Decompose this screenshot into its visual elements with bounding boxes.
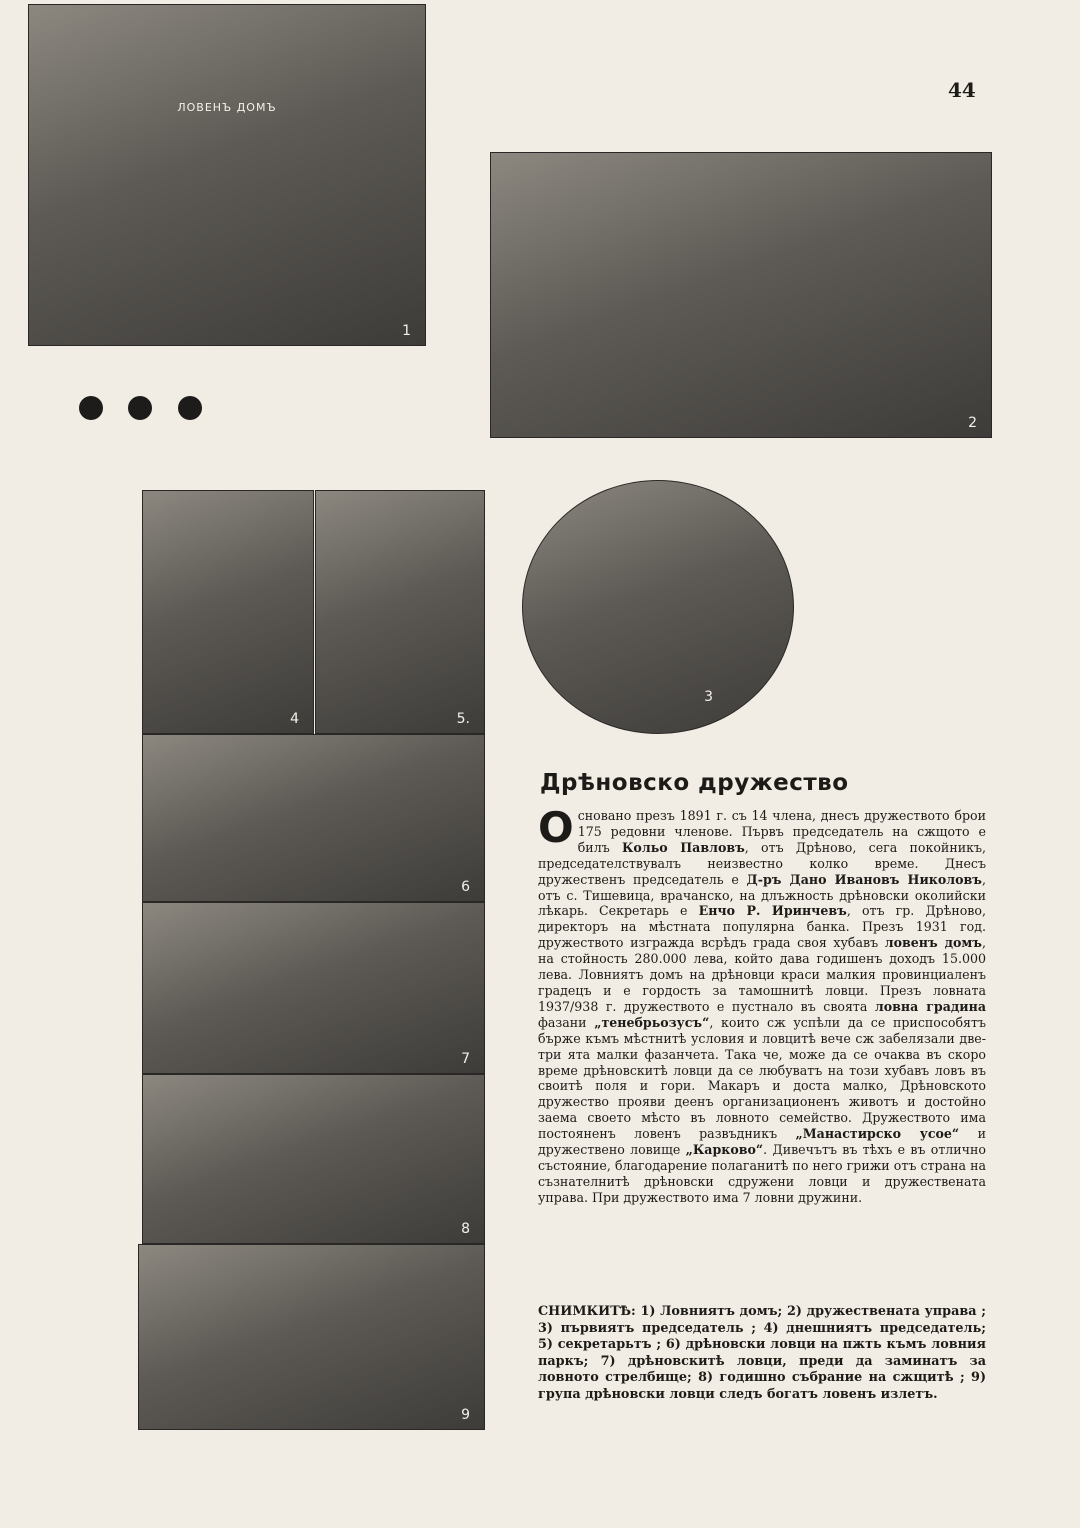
photo-5-secretary [315,490,485,734]
photo-2-society-board [490,152,992,438]
page-number: 44 [948,78,976,102]
photo-captions: СНИМКИТѢ: 1) Ловниятъ домъ; 2) дружествената управа ; 3) първиятъ председатель ; 4) днешниятъ председатель; 5) секретарьтъ ; 6) дрѣновски ловци на пжть къмъ ловния паркъ; 7) дрѣновскитѣ ловци, преди да заминатъ за ловното стрелбище; 8) годишно събрание на сжщитѣ ; 9) група дрѣновски ловци следъ богатъ ловенъ излетъ. [538,1304,986,1402]
photo-number: 7 [461,1051,470,1067]
photo-number: 9 [461,1407,470,1423]
photo-number: 4 [290,711,299,727]
photo-7-hunters-before-range [142,902,485,1074]
breeding-ground-name: „Манастирско усое“ [795,1126,960,1142]
first-chairman-name: Кольо Павловъ [621,839,745,855]
body-text-segment: , отъ Дрѣново, сега покойникъ, председателствувалъ неизвестно колко време. Днесъ дружественъ председатель е [538,839,987,887]
photo-1-hunting-house [28,4,426,346]
hunting-ground-name: „Карково“ [685,1142,764,1158]
photo-6-hunters-on-road [142,734,485,902]
photo-number: 3 [704,689,713,705]
body-text-segment: , на стойность 280.000 лева, който дава годишенъ доходъ 15.000 лева. Ловниятъ домъ на дрѣновци краси малкия провинциаленъ градецъ и е гордость за тамошнитѣ ловци. Презъ ловната 1937/938 г. дружеството е пустнало въ своята [538,935,986,1014]
photo-number: 8 [461,1221,470,1237]
body-text-segment: . Дивечътъ въ тѣхъ е въ отлично състояние, благодарение полаганитѣ по него грижи отъ страна на съзнателнитѣ дрѣновски сдружени ловци и дружествената управа. При дружеството има 7 ловни дружини. [538,1142,986,1205]
photo-4-current-chairman [142,490,314,734]
photo-number: 6 [461,879,470,895]
current-chairman-name: Д-ръ Дано Ивановъ Николовъ [746,871,982,887]
body-text-segment: , отъ с. Тишевица, врачанско, на длъжность дрѣновски околийски лѣкарь. Секретарь е [538,871,986,919]
article-title: Дрѣновско дружество [540,770,849,796]
photo-9-hunters-group [138,1244,485,1430]
photo-number: 1 [402,323,411,339]
photo-number: 5. [456,711,470,727]
pheasant-species: „тенебрьозусъ“ [594,1014,710,1030]
body-text-segment: , отъ гр. Дрѣново, директоръ на мѣстната популярна банка. Презъ 1931 год. дружеството изгражда всрѣдъ града своя хубавъ [538,903,986,951]
body-text-segment: , които сж успѣли да се приспособятъ бърже къмъ мѣстнитѣ условия и ловцитѣ вече сж забелязали две-три ята малки фазанчета. Така че, може да се очаква въ скоро време дрѣновскитѣ ловци да се любуватъ на този хубавъ ловъ въ своитѣ поля и гори. Макаръ и доста малко, Дрѣновското дружество прояви деенъ организационенъ животъ и достойно заема своето мѣсто въ ловното семейство. Дружеството има постояненъ ловенъ развъдникъ [538,1014,986,1142]
article-body [538,803,987,1206]
house-sign: ЛОВЕНЪ ДОМЪ [177,101,277,114]
secretary-name: Енчо Р. Иринчевъ [698,903,847,919]
decorative-dot [128,396,152,420]
drop-cap: О [538,803,574,852]
decorative-dot [79,396,103,420]
photo-number: 2 [968,415,977,431]
photo-8-annual-meeting [142,1074,485,1244]
hunting-garden-term: ловна градина [874,998,986,1014]
body-text-segment: фазани [538,1014,595,1030]
body-text-segment: и дружествено ловище [538,1126,986,1158]
decorative-dot [178,396,202,420]
hunting-house-term: ловенъ домъ [884,935,982,951]
photo-3-first-chairman [522,480,794,734]
body-text-segment: сновано презъ 1891 г. съ 14 члена, днесъ дружеството брои 175 редовни членове. Първъ председатель на сжщото е билъ [577,808,986,855]
